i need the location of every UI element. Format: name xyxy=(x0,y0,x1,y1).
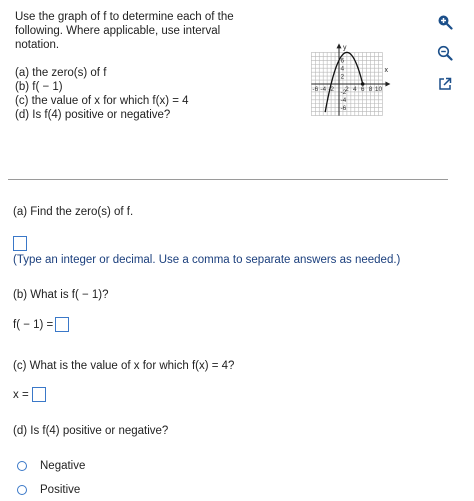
section-divider xyxy=(8,179,448,180)
positive-option-label[interactable]: Positive xyxy=(40,484,81,496)
y-tick-label: -2 xyxy=(340,89,347,97)
intro-line-2: following. Where applicable, use interval xyxy=(15,25,221,37)
part-a-question: (a) Find the zero(s) of f. xyxy=(13,206,134,218)
function-graph xyxy=(305,24,433,128)
intro-line-3: notation. xyxy=(15,39,60,51)
y-axis-arrow-icon xyxy=(337,43,342,48)
part-c-prefix: x = xyxy=(13,389,29,401)
x-value-input[interactable] xyxy=(32,387,46,402)
y-tick-label: 6 xyxy=(340,57,345,65)
x-tick-label: -6 xyxy=(312,86,319,93)
x-tick-label: 2 xyxy=(345,86,349,93)
intro-part-b: (b) f( − 1) xyxy=(15,81,63,93)
x-axis-arrow-icon xyxy=(385,82,390,87)
intro-part-a: (a) the zero(s) of f xyxy=(15,67,107,79)
part-b-question: (b) What is f( − 1)? xyxy=(13,289,109,301)
x-axis-label: x xyxy=(384,67,388,74)
zoom-in-icon xyxy=(437,14,453,30)
part-d-question: (d) Is f(4) positive or negative? xyxy=(13,425,169,437)
zeros-answer-input[interactable] xyxy=(13,236,27,251)
y-axis-label: y xyxy=(343,44,347,52)
positive-radio[interactable] xyxy=(17,485,27,495)
popout-button[interactable] xyxy=(436,75,454,93)
y-tick-label: -4 xyxy=(340,97,347,105)
x-tick-label: 10 xyxy=(374,86,383,93)
part-b-prefix: f( − 1) = xyxy=(13,319,54,331)
x-tick-label: 8 xyxy=(368,86,373,93)
zoom-out-button[interactable] xyxy=(436,44,454,62)
intro-line-1: Use the graph of f to determine each of the xyxy=(15,11,234,23)
zoom-out-icon xyxy=(437,45,453,61)
negative-option-label[interactable]: Negative xyxy=(40,460,86,472)
curve-endpoint xyxy=(361,82,365,86)
part-a-hint: (Type an integer or decimal. Use a comma to separate answers as needed.) xyxy=(13,254,401,266)
x-tick-label: 4 xyxy=(352,86,357,93)
intro-part-d: (d) Is f(4) positive or negative? xyxy=(15,109,171,121)
y-tick-label: 4 xyxy=(340,65,345,73)
intro-part-c: (c) the value of x for which f(x) = 4 xyxy=(15,95,189,107)
x-tick-label: -4 xyxy=(320,86,327,93)
x-tick-label: -2 xyxy=(328,86,334,93)
y-tick-label: -6 xyxy=(340,105,347,112)
f-minus-one-input[interactable] xyxy=(55,317,69,332)
y-tick-label: 2 xyxy=(340,73,345,81)
x-tick-label: 6 xyxy=(360,86,365,93)
zoom-in-button[interactable] xyxy=(436,13,454,31)
external-link-icon xyxy=(437,76,453,92)
negative-radio[interactable] xyxy=(17,461,27,471)
part-c-question: (c) What is the value of x for which f(x) = 4? xyxy=(13,360,235,372)
